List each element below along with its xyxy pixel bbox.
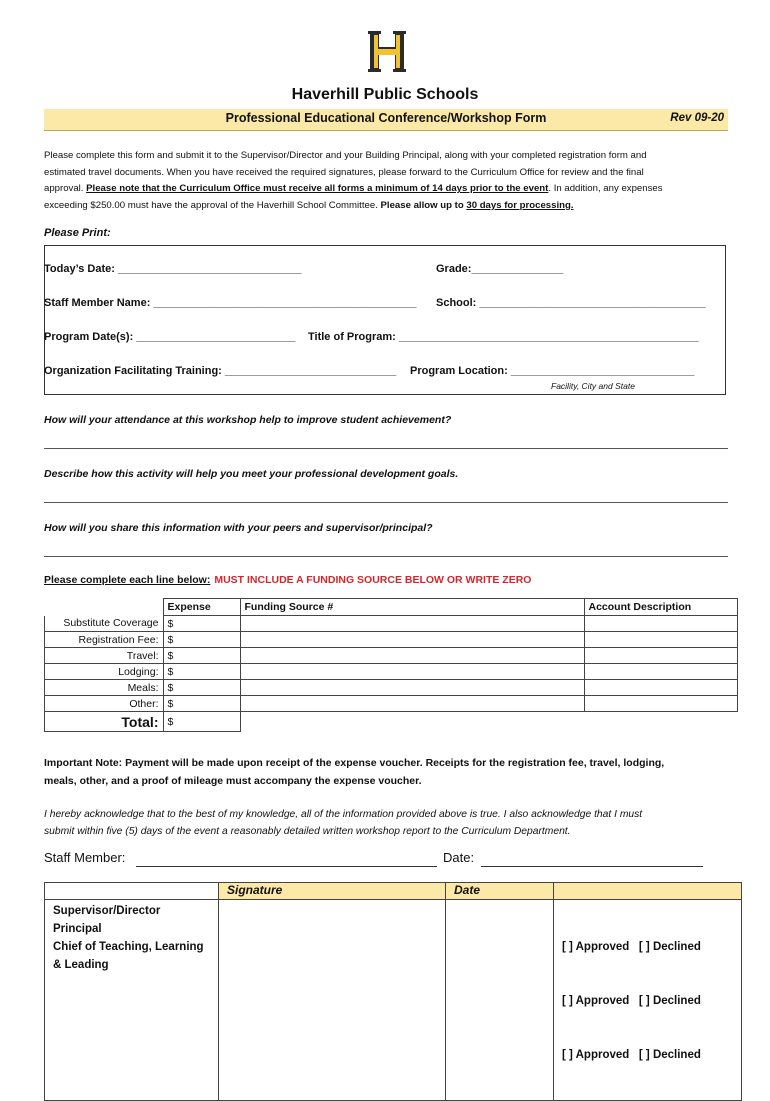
signature-column-header: Signature	[219, 883, 446, 900]
important-note	[44, 754, 734, 790]
funding-source-cell[interactable]	[240, 680, 584, 696]
expense-row-substitute	[45, 616, 738, 632]
declined-checkbox[interactable]: [ ] Declined	[638, 1049, 701, 1061]
staff-member-signature-label: Staff Member:	[44, 850, 126, 865]
important-note-line-2: meals, other, and a proof of mileage must accompany the expense voucher.	[44, 775, 422, 787]
expense-amount-cell[interactable]: $	[163, 648, 240, 664]
staff-member-name-field[interactable]: Staff Member Name: ___________________________________________	[44, 297, 417, 309]
intro-line-1: Please complete this form and submit it to the Supervisor/Director and your Building Principal, along with your completed registration form and	[44, 150, 647, 161]
funding-source-cell[interactable]	[240, 696, 584, 712]
expense-row-total	[45, 712, 738, 732]
important-note-line-1: Important Note: Payment will be made upon receipt of the expense voucher. Receipts for the registration fee, travel, lodging,	[44, 757, 665, 769]
empty-cell	[240, 712, 584, 732]
question-professional-goals: Describe how this activity will help you meet your professional development goals.	[44, 468, 459, 480]
funding-warning: MUST INCLUDE A FUNDING SOURCE BELOW OR WRITE ZERO	[214, 574, 532, 586]
empty-header-cell	[45, 883, 219, 900]
school-logo	[366, 28, 408, 74]
grade-field[interactable]: Grade:_______________	[436, 263, 564, 275]
funding-instructions	[44, 574, 531, 586]
answer-line-3[interactable]	[44, 556, 728, 557]
intro-line-3	[44, 181, 734, 198]
expense-row-meals	[45, 680, 738, 696]
please-print-label: Please Print:	[44, 227, 111, 239]
empty-cell	[584, 712, 737, 732]
approval-header-row	[45, 883, 742, 900]
acknowledgement-statement	[44, 806, 734, 840]
expense-label: Travel:	[45, 648, 164, 664]
account-description-cell[interactable]	[584, 616, 737, 632]
deadline-note: Please note that the Curriculum Office must receive all forms a minimum of 14 days prior to the event	[86, 183, 549, 195]
intro-line-2: estimated travel documents. When you have received the required signatures, please forward to the Curriculum Office for review and the final	[44, 166, 644, 178]
intro-line-4	[44, 198, 734, 215]
revision-label: Rev 09-20	[670, 112, 724, 124]
expense-column-header: Expense	[163, 599, 240, 616]
account-description-cell[interactable]	[584, 680, 737, 696]
program-location-field[interactable]: Program Location: ______________________________	[410, 365, 695, 377]
expense-amount-cell[interactable]: $	[163, 632, 240, 648]
role-chief-teaching-cont: & Leading	[53, 959, 109, 971]
account-description-column-header: Account Description	[584, 599, 737, 616]
funding-source-cell[interactable]	[240, 632, 584, 648]
logo-h-gold	[374, 35, 400, 68]
expense-amount-cell[interactable]: $	[163, 616, 240, 632]
form-title-banner	[44, 109, 728, 131]
expense-header-row	[45, 599, 738, 616]
question-student-achievement: How will your attendance at this workshop help to improve student achievement?	[44, 414, 452, 426]
empty-header-cell	[45, 599, 164, 616]
account-description-cell[interactable]	[584, 632, 737, 648]
intro-text: . In addition, any expenses	[548, 183, 663, 195]
approver-roles-cell	[45, 900, 219, 1101]
expense-row-registration	[45, 632, 738, 648]
staff-date-label: Date:	[443, 850, 475, 865]
school-name: Haverhill Public Schools	[291, 86, 479, 103]
expense-label: Lodging:	[45, 664, 164, 680]
program-dates-field[interactable]: Program Date(s): __________________________	[44, 331, 296, 343]
total-label: Total:	[45, 712, 164, 732]
question-share-information: How will you share this information with your peers and supervisor/principal?	[44, 522, 433, 534]
expense-amount-cell[interactable]: $	[163, 664, 240, 680]
processing-note: Please allow up to	[380, 199, 464, 211]
intro-paragraph	[44, 148, 734, 214]
expense-amount-cell[interactable]: $	[163, 680, 240, 696]
date-column-header: Date	[446, 883, 554, 900]
processing-days: 30 days for processing.	[466, 199, 574, 211]
approval-table	[44, 882, 742, 1101]
status-row-supervisor	[562, 938, 733, 956]
title-of-program-field[interactable]: Title of Program: _________________________________________________	[308, 331, 699, 343]
acknowledgement-line-2: submit within five (5) days of the event a reasonably detailed written workshop report to the Curriculum Department.	[44, 826, 571, 837]
funding-source-column-header: Funding Source #	[240, 599, 584, 616]
funding-instruction-label: Please complete each line below:	[44, 574, 211, 586]
expense-amount-cell[interactable]: $	[163, 696, 240, 712]
answer-line-2[interactable]	[44, 502, 728, 503]
approved-checkbox[interactable]: [ ] Approved	[562, 1049, 630, 1061]
expense-row-other	[45, 696, 738, 712]
school-field[interactable]: School: _____________________________________	[436, 297, 706, 309]
funding-source-cell[interactable]	[240, 648, 584, 664]
account-description-cell[interactable]	[584, 648, 737, 664]
funding-source-cell[interactable]	[240, 664, 584, 680]
declined-checkbox[interactable]: [ ] Declined	[638, 995, 701, 1007]
acknowledgement-line-1: I hereby acknowledge that to the best of my knowledge, all of the information provided above is true. I also acknowledge that I must	[44, 809, 643, 820]
location-hint: Facility, City and State	[551, 381, 635, 391]
expense-label: Registration Fee:	[45, 632, 164, 648]
approval-status-cell	[554, 900, 742, 1101]
form-title: Professional Educational Conference/Workshop Form	[225, 111, 547, 125]
role-chief-teaching: Chief of Teaching, Learning	[53, 941, 204, 953]
expense-label: Substitute Coverage	[45, 616, 164, 632]
signature-cell[interactable]	[219, 900, 446, 1101]
expense-label: Meals:	[45, 680, 164, 696]
approval-body-row	[45, 900, 742, 1101]
expense-row-travel	[45, 648, 738, 664]
date-cell[interactable]	[446, 900, 554, 1101]
declined-checkbox[interactable]: [ ] Declined	[638, 941, 701, 953]
todays-date-field[interactable]: Today’s Date: ______________________________	[44, 263, 302, 275]
status-column-header	[554, 883, 742, 900]
total-amount-cell[interactable]: $	[163, 712, 240, 732]
role-supervisor-director: Supervisor/Director	[53, 905, 161, 917]
organization-field[interactable]: Organization Facilitating Training: ____________________________	[44, 365, 397, 377]
answer-line-1[interactable]	[44, 448, 728, 449]
intro-text: exceeding $250.00 must have the approval of the Haverhill School Committee.	[44, 199, 378, 211]
account-description-cell[interactable]	[584, 664, 737, 680]
status-row-chief	[562, 1046, 733, 1064]
expense-label: Other:	[45, 696, 164, 712]
approved-checkbox[interactable]: [ ] Approved	[562, 995, 630, 1007]
status-row-principal	[562, 992, 733, 1010]
account-description-cell[interactable]	[584, 696, 737, 712]
expense-table	[44, 598, 738, 732]
role-principal: Principal	[53, 923, 102, 935]
staff-date-line[interactable]	[481, 866, 703, 867]
intro-text: approval.	[44, 183, 84, 195]
approved-checkbox[interactable]: [ ] Approved	[562, 941, 630, 953]
funding-source-cell[interactable]	[240, 616, 584, 632]
staff-member-signature-line[interactable]	[136, 866, 437, 867]
expense-row-lodging	[45, 664, 738, 680]
